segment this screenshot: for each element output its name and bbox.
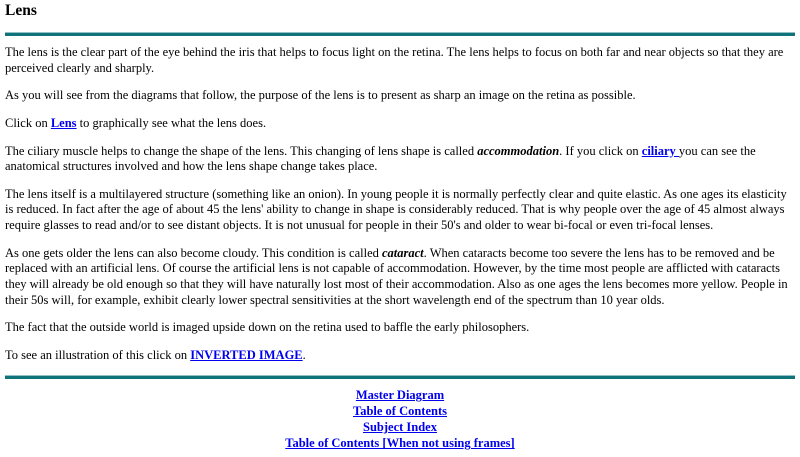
footer-nav-line (5, 435, 795, 451)
paragraph-text: . (302, 347, 306, 362)
master-diagram-link[interactable]: Master Diagram (355, 388, 445, 403)
footer-nav-line (5, 419, 795, 435)
paragraph-click-lens (5, 116, 795, 132)
accommodation-emphasis: accommodation (477, 143, 560, 158)
table-of-contents-noframes-link[interactable]: Table of Contents [When not using frames] (285, 436, 515, 451)
paragraph-text: . When cataracts become too severe the lens has to be removed and be replaced with an artificial lens. Of course the artificial lens is not capable of accommodation. However, by the time most people are afflicted with cataracts they will already be old enough so that they will have naturally lost most of their accommodation. Also as one ages the lens becomes more yellow. People in their 50s will, for example, exhibit clearly lower spectral sensitivities at the short wavelength end of the spectrum than 10 year olds. (5, 245, 788, 307)
inverted-image-link[interactable]: INVERTED IMAGE (190, 347, 303, 362)
page-title: Lens (5, 2, 37, 19)
paragraph-lens-intro (5, 45, 795, 76)
paragraph-text: As you will see from the diagrams that follow, the purpose of the lens is to present as sharp an image on the retina as possible. (5, 88, 636, 103)
paragraph-text: The fact that the outside world is imaged upside down on the retina used to baffle the early philosophers. (5, 320, 530, 335)
paragraph-text: . If you click on (559, 143, 642, 158)
footer-nav-line (5, 403, 795, 419)
paragraph-diagrams-purpose (5, 88, 795, 104)
paragraph-text: The ciliary muscle helps to change the shape of the lens. This changing of lens shape is called (5, 143, 478, 158)
paragraph-upside-down (5, 320, 795, 336)
paragraph-text: To see an illustration of this click on (5, 347, 191, 362)
footer-nav-line (5, 387, 795, 403)
ciliary-link[interactable]: ciliary (641, 143, 679, 158)
paragraph-cataract (5, 246, 795, 309)
paragraph-text: you can see the anatomical structures involved and how the lens shape change takes place. (5, 143, 756, 174)
bottom-divider (5, 375, 795, 379)
top-divider (5, 32, 795, 36)
paragraph-text: to graphically see what the lens does. (76, 115, 267, 130)
cataract-emphasis: cataract (382, 245, 424, 260)
paragraph-inverted-image (5, 348, 795, 364)
paragraph-text: The lens itself is a multilayered structure (something like an onion). In young people it is normally perfectly clear and quite elastic. As one ages its elasticity is reduced. In fact after the age of about 45 the lens' ability to change in shape is considerably reduced. That is why people over the age of 45 almost always require glasses to read and/or to see distant objects. It is not unusual for people in their 50's and older to wear bi-focal or even tri-focal lenses. (5, 186, 787, 233)
subject-index-link[interactable]: Subject Index (363, 420, 437, 435)
paragraph-multilayered-structure (5, 187, 795, 234)
paragraph-ciliary-muscle (5, 144, 795, 175)
paragraph-text: As one gets older the lens can also become cloudy. This condition is called (5, 245, 382, 260)
table-of-contents-link[interactable]: Table of Contents (353, 404, 447, 419)
paragraph-text: Click on (5, 115, 51, 130)
lens-link[interactable]: Lens (50, 115, 77, 130)
footer-nav (5, 387, 795, 451)
paragraph-text: The lens is the clear part of the eye behind the iris that helps to focus light on the retina. The lens helps to focus on both far and near objects so that they are perceived clearly and sharply. (5, 45, 784, 75)
